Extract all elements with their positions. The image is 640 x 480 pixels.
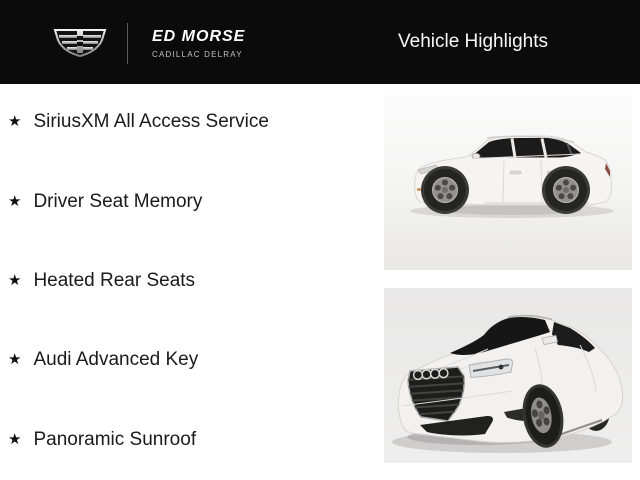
star-icon: ★: [8, 272, 22, 289]
feature-item: [8, 349, 198, 371]
feature-label: Driver Seat Memory: [33, 191, 203, 212]
vehicle-photo-front: [384, 288, 632, 463]
dealer-location: CADILLAC DELRAY: [152, 50, 243, 59]
vehicle-photo-side: [384, 95, 632, 270]
feature-label: Panoramic Sunroof: [33, 429, 197, 450]
star-icon: ★: [8, 113, 22, 130]
star-icon: ★: [8, 193, 22, 210]
feature-label: SiriusXM All Access Service: [33, 111, 269, 132]
dealer-name: ED MORSE: [152, 28, 246, 45]
feature-item: [8, 191, 202, 213]
page-title: Vehicle Highlights: [398, 31, 548, 52]
star-icon: ★: [8, 431, 22, 448]
feature-item: [8, 429, 196, 451]
feature-item: [8, 270, 195, 292]
feature-item: [8, 111, 269, 133]
feature-label: Heated Rear Seats: [33, 270, 196, 291]
vehicle-photos: [384, 95, 632, 463]
star-icon: ★: [8, 351, 22, 368]
feature-label: Audi Advanced Key: [33, 349, 199, 370]
